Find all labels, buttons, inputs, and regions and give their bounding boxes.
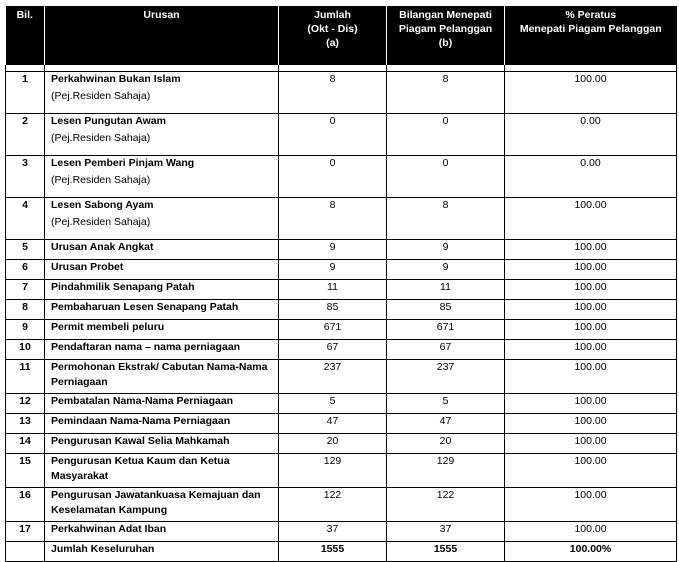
urusan-name: Perkahwinan Adat Iban	[51, 523, 167, 535]
row-bilangan: 11	[387, 280, 505, 300]
urusan-name: Pemindaan Nama-Nama Perniagaan	[51, 415, 231, 427]
table-row	[6, 280, 677, 300]
table-container	[5, 6, 676, 562]
row-number: 8	[6, 300, 45, 320]
table-row	[6, 260, 677, 280]
customer-charter-table	[5, 6, 677, 562]
table-row	[6, 522, 677, 542]
row-bilangan: 8	[387, 72, 505, 114]
row-number: 1	[6, 72, 45, 114]
table-row	[6, 156, 677, 198]
row-peratus: 100.00	[505, 300, 677, 320]
table-row	[6, 114, 677, 156]
row-urusan	[45, 156, 279, 198]
row-bilangan: 37	[387, 522, 505, 542]
total-row	[6, 542, 677, 562]
header-jumlah-line1: Jumlah	[314, 9, 351, 21]
urusan-note: (Pej.Residen Sahaja)	[51, 90, 151, 102]
row-number: 12	[6, 394, 45, 414]
row-peratus: 100.00	[505, 320, 677, 340]
urusan-name: Urusan Probet	[51, 261, 124, 273]
row-urusan	[45, 434, 279, 454]
row-urusan	[45, 114, 279, 156]
row-peratus: 0.00	[505, 156, 677, 198]
row-urusan	[45, 522, 279, 542]
row-number: 14	[6, 434, 45, 454]
urusan-name: Urusan Anak Angkat	[51, 241, 154, 253]
row-bilangan: 20	[387, 434, 505, 454]
header-peratus-line2: Menepati Piagam Pelanggan	[519, 23, 662, 35]
total-blank	[6, 542, 45, 562]
row-urusan	[45, 300, 279, 320]
row-bilangan: 671	[387, 320, 505, 340]
row-peratus: 100.00	[505, 488, 677, 522]
urusan-name: Lesen Sabong Ayam	[51, 199, 154, 211]
header-bilangan-line2: Piagam Pelanggan	[398, 23, 493, 35]
urusan-note: (Pej.Residen Sahaja)	[51, 132, 151, 144]
row-number: 6	[6, 260, 45, 280]
table-body	[6, 65, 677, 562]
row-urusan	[45, 394, 279, 414]
header-jumlah-line2: (Okt - Dis)	[307, 23, 358, 35]
row-urusan	[45, 414, 279, 434]
row-jumlah: 237	[279, 360, 387, 394]
row-jumlah: 8	[279, 72, 387, 114]
urusan-name: Lesen Pemberi Pinjam Wang	[51, 157, 195, 169]
row-jumlah: 37	[279, 522, 387, 542]
table-row	[6, 340, 677, 360]
table-header	[6, 6, 677, 65]
row-jumlah: 129	[279, 454, 387, 488]
row-jumlah: 671	[279, 320, 387, 340]
table-row	[6, 198, 677, 240]
row-bilangan: 9	[387, 240, 505, 260]
row-peratus: 100.00	[505, 434, 677, 454]
row-peratus: 0.00	[505, 114, 677, 156]
urusan-name: Pengurusan Jawatankuasa Kemajuan dan Keselamatan Kampung	[51, 489, 261, 516]
row-peratus: 100.00	[505, 198, 677, 240]
row-jumlah: 8	[279, 198, 387, 240]
row-peratus: 100.00	[505, 240, 677, 260]
row-peratus: 100.00	[505, 280, 677, 300]
row-peratus: 100.00	[505, 394, 677, 414]
row-bilangan: 122	[387, 488, 505, 522]
urusan-name: Perkahwinan Bukan Islam	[51, 73, 181, 85]
urusan-name: Lesen Pungutan Awam	[51, 115, 166, 127]
urusan-note: (Pej.Residen Sahaja)	[51, 216, 151, 228]
total-label: Jumlah Keseluruhan	[45, 542, 279, 562]
row-jumlah: 85	[279, 300, 387, 320]
urusan-name: Pembaharuan Lesen Senapang Patah	[51, 301, 239, 313]
row-urusan	[45, 454, 279, 488]
table-row	[6, 360, 677, 394]
row-urusan	[45, 340, 279, 360]
row-jumlah: 0	[279, 114, 387, 156]
table-row	[6, 394, 677, 414]
header-bilangan-line1: Bilangan Menepati	[399, 9, 492, 21]
header-jumlah-line3: (a)	[326, 37, 339, 49]
header-jumlah	[279, 6, 387, 65]
row-number: 13	[6, 414, 45, 434]
header-bilangan	[387, 6, 505, 65]
row-number: 4	[6, 198, 45, 240]
total-bilangan: 1555	[387, 542, 505, 562]
row-peratus: 100.00	[505, 340, 677, 360]
urusan-name: Pengurusan Ketua Kaum dan Ketua Masyarakat	[51, 455, 230, 482]
header-urusan: Urusan	[45, 6, 279, 65]
row-bilangan: 85	[387, 300, 505, 320]
row-bilangan: 9	[387, 260, 505, 280]
row-urusan	[45, 320, 279, 340]
row-urusan	[45, 488, 279, 522]
row-bilangan: 47	[387, 414, 505, 434]
urusan-note: (Pej.Residen Sahaja)	[51, 174, 151, 186]
table-row	[6, 240, 677, 260]
urusan-name: Pendaftaran nama – nama perniagaan	[51, 341, 241, 353]
row-peratus: 100.00	[505, 522, 677, 542]
row-number: 2	[6, 114, 45, 156]
urusan-name: Pindahmilik Senapang Patah	[51, 281, 195, 293]
row-bilangan: 129	[387, 454, 505, 488]
urusan-name: Pembatalan Nama-Nama Perniagaan	[51, 395, 234, 407]
row-urusan	[45, 198, 279, 240]
header-peratus-line1: % Peratus	[565, 9, 617, 21]
row-peratus: 100.00	[505, 454, 677, 488]
row-number: 7	[6, 280, 45, 300]
row-jumlah: 0	[279, 156, 387, 198]
table-row	[6, 434, 677, 454]
total-jumlah: 1555	[279, 542, 387, 562]
table-row	[6, 320, 677, 340]
row-jumlah: 67	[279, 340, 387, 360]
row-number: 9	[6, 320, 45, 340]
table-row	[6, 454, 677, 488]
row-peratus: 100.00	[505, 360, 677, 394]
table-row	[6, 72, 677, 114]
row-number: 11	[6, 360, 45, 394]
row-bilangan: 67	[387, 340, 505, 360]
row-number: 16	[6, 488, 45, 522]
row-number: 17	[6, 522, 45, 542]
row-jumlah: 47	[279, 414, 387, 434]
table-row	[6, 488, 677, 522]
header-peratus	[505, 6, 677, 65]
row-urusan	[45, 280, 279, 300]
row-bilangan: 0	[387, 156, 505, 198]
row-number: 15	[6, 454, 45, 488]
row-number: 5	[6, 240, 45, 260]
row-urusan	[45, 360, 279, 394]
row-bilangan: 0	[387, 114, 505, 156]
table-row	[6, 414, 677, 434]
total-peratus: 100.00%	[505, 542, 677, 562]
row-number: 10	[6, 340, 45, 360]
row-jumlah: 122	[279, 488, 387, 522]
row-jumlah: 11	[279, 280, 387, 300]
header-bilangan-line3: (b)	[438, 37, 453, 49]
row-number: 3	[6, 156, 45, 198]
row-jumlah: 5	[279, 394, 387, 414]
row-urusan	[45, 240, 279, 260]
row-peratus: 100.00	[505, 414, 677, 434]
header-bil: Bil.	[6, 6, 45, 65]
urusan-name: Permohonan Ekstrak/ Cabutan Nama-Nama Perniagaan	[51, 361, 268, 388]
urusan-name: Pengurusan Kawal Selia Mahkamah	[51, 435, 230, 447]
row-urusan	[45, 72, 279, 114]
row-bilangan: 5	[387, 394, 505, 414]
row-bilangan: 237	[387, 360, 505, 394]
table-row	[6, 300, 677, 320]
row-peratus: 100.00	[505, 260, 677, 280]
row-bilangan: 8	[387, 198, 505, 240]
row-urusan	[45, 260, 279, 280]
row-jumlah: 9	[279, 240, 387, 260]
row-peratus: 100.00	[505, 72, 677, 114]
urusan-name: Permit membeli peluru	[51, 321, 165, 333]
row-jumlah: 20	[279, 434, 387, 454]
row-jumlah: 9	[279, 260, 387, 280]
